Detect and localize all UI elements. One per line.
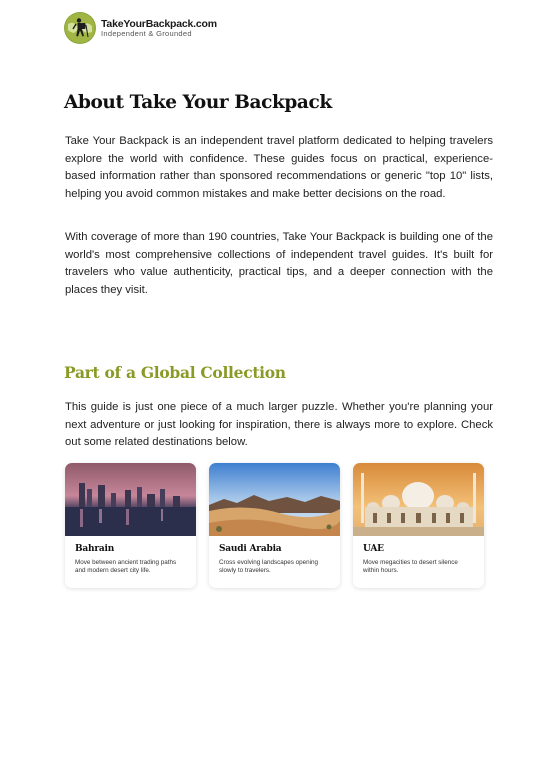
brand-tagline: Independent & Grounded: [101, 29, 192, 38]
about-paragraph-1: Take Your Backpack is an independent travel platform dedicated to helping travelers explore the world with confidence. These guides focus on practical, experience-based information rather than sponsored recommendations or generic "top 10" lists, helping you avoid common mistakes and make better decisions on the road.: [65, 135, 493, 201]
card-title: UAE: [363, 544, 384, 554]
bahrain-skyline-image: [65, 463, 196, 536]
destination-card-saudi-arabia[interactable]: [209, 463, 340, 588]
saudi-desert-image: [209, 463, 340, 536]
site-header: [64, 12, 217, 44]
collection-title: Part of a Global Collection: [64, 363, 286, 382]
about-paragraph-2: With coverage of more than 190 countries, Take Your Backpack is building one of the world's most comprehensive collections of independent travel guides. It's built for travelers who value authenticity, practical tips, and a deeper connection with the places they visit.: [65, 231, 493, 297]
card-description: Move between ancient trading paths and modern desert city life.: [75, 559, 177, 574]
destination-cards: [65, 463, 484, 588]
destination-card-bahrain[interactable]: [65, 463, 196, 588]
brand-name[interactable]: TakeYourBackpack.com: [101, 17, 217, 30]
card-title: Saudi Arabia: [219, 544, 282, 554]
destination-card-uae[interactable]: [353, 463, 484, 588]
collection-paragraph: This guide is just one piece of a much larger puzzle. Whether you're planning your next adventure or just looking for inspiration, there is always more to explore. Check out some related destinations below.: [65, 401, 493, 449]
hiker-globe-icon[interactable]: [64, 12, 96, 44]
brand: [101, 19, 217, 38]
about-title: About Take Your Backpack: [64, 92, 332, 113]
card-title: Bahrain: [75, 544, 115, 554]
uae-mosque-image: [353, 463, 484, 536]
card-description: Cross evolving landscapes opening slowly to travelers.: [219, 559, 319, 574]
card-description: Move megacities to desert silence within hours.: [363, 559, 458, 574]
